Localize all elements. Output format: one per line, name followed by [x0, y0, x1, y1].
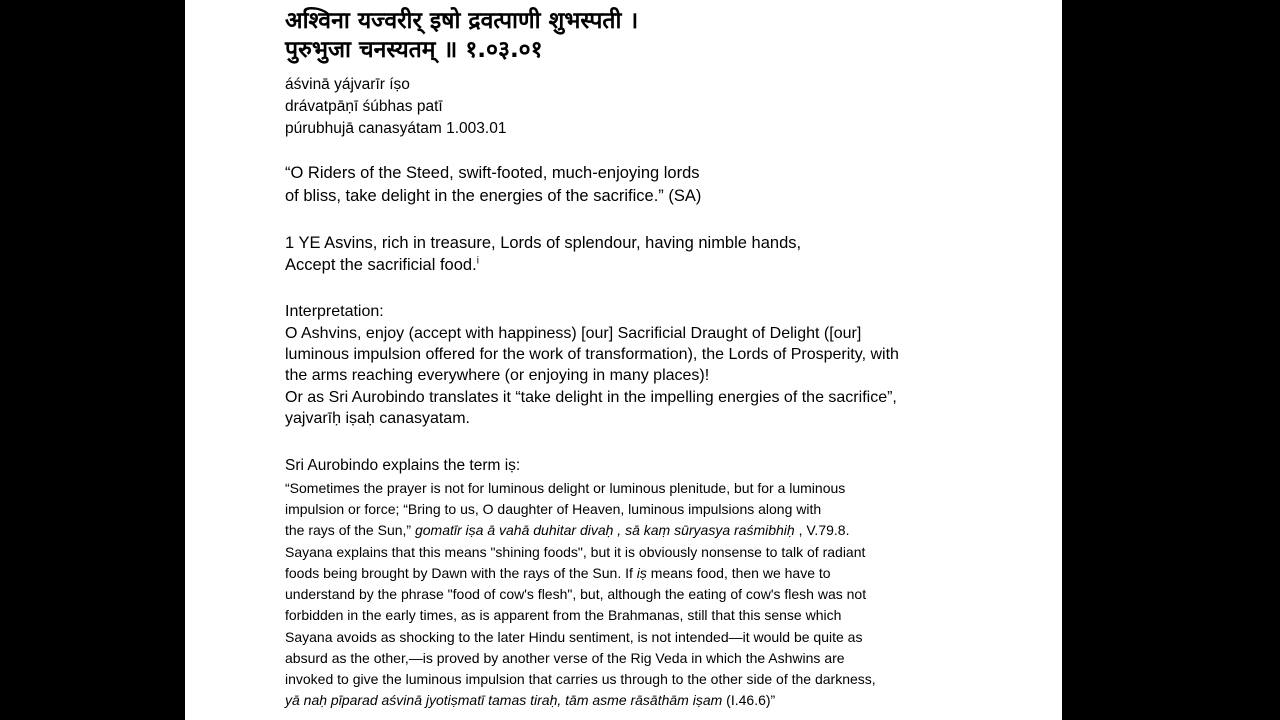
explanation-line [285, 648, 985, 669]
griffith-translation-line-2 [285, 254, 985, 277]
explanation-text: means food, then we have to [646, 564, 831, 581]
transliteration-line: drávatpāṇī śúbhas patī [285, 98, 443, 115]
explanation-line [285, 499, 985, 520]
explanation-text: Sayana avoids as shocking to the later Hindu sentiment, is not intended—it would be quite as [285, 628, 863, 645]
sa-translation-line: of bliss, take delight in the energies of the sacrifice.” (SA) [285, 186, 702, 205]
transliteration-line: áśvinā yájvarīr íṣo [285, 76, 410, 93]
explanation-line [285, 520, 985, 541]
explanation-line [285, 563, 985, 584]
explanation-text: (I.46.6)” [722, 692, 776, 709]
explanation-text: the rays of the Sun,” [285, 522, 415, 539]
interpretation-line: luminous impulsion offered for the work of transformation), the Lords of Prosperity, with [285, 345, 899, 363]
transliteration-block [285, 74, 985, 140]
interpretation-line: Or as Sri Aurobindo translates it “take delight in the impelling energies of the sacrifice”, [285, 388, 897, 406]
explanation-line [285, 669, 985, 690]
explanation-line [285, 627, 985, 648]
interpretation-heading: Interpretation: [285, 303, 384, 321]
explanation-line [285, 605, 985, 626]
explanation-line [285, 478, 985, 499]
explanation-text: Sayana explains that this means "shining foods", but it is obviously nonsense to talk of radiant [285, 543, 866, 560]
explanation-text: invoked to give the luminous impulsion that carries us through to the other side of the darkness, [285, 671, 876, 688]
interpretation-line: O Ashvins, enjoy (accept with happiness) [our] Sacrificial Draught of Delight ([our] [285, 324, 862, 342]
letterbox-bar-right [1062, 0, 1280, 720]
explanation-sanskrit-italic: iṣ [636, 564, 647, 581]
interpretation-block [285, 301, 985, 430]
explanation-sanskrit-italic: yā naḥ pīparad aśvinā jyotiṣmatī tamas tiraḥ, tām asme rāsāthām iṣam [285, 692, 723, 709]
interpretation-line: yajvarīḥ iṣaḥ canasyatam. [285, 410, 470, 428]
explanation-heading: Sri Aurobindo explains the term iṣ: [285, 456, 521, 474]
explanation-text: forbidden in the early times, as is apparent from the Brahmanas, still that this sense which [285, 607, 842, 624]
sa-translation-block [285, 162, 985, 208]
explanation-text: , V.79.8. [794, 522, 850, 539]
footnote-marker: i [476, 255, 479, 267]
verse-devanagari-line-2: पुरुभुजा चनस्यतम् ॥ १.०३.०१ [285, 37, 543, 63]
explanation-block [285, 478, 985, 712]
explanation-sanskrit-italic: gomatīr iṣa ā vahā duhitar divaḥ , sā kaṃ sūryasya raśmibhiḥ [414, 522, 795, 539]
explanation-text: “Sometimes the prayer is not for luminous delight or luminous plenitude, but for a luminous [285, 479, 846, 496]
sa-translation-line: “O Riders of the Steed, swift-footed, much-enjoying lords [285, 164, 700, 182]
letterbox-bar-left [0, 0, 185, 720]
explanation-line [285, 584, 985, 605]
griffith-translation-line-2-text: Accept the sacrificial food. [285, 256, 477, 275]
slide-content [285, 10, 985, 712]
verse-block [285, 10, 985, 62]
slide-canvas [185, 0, 1062, 720]
explanation-text: understand by the phrase "food of cow's flesh", but, although the eating of cow's flesh was not [285, 586, 867, 603]
griffith-translation-line-1: 1 YE Asvins, rich in treasure, Lords of splendour, having nimble hands, [285, 233, 802, 252]
explanation-line [285, 542, 985, 563]
interpretation-line: the arms reaching everywhere (or enjoying in many places)! [285, 367, 710, 385]
transliteration-line: púrubhujā canasyátam 1.003.01 [285, 120, 507, 137]
explanation-text: absurd as the other,—is proved by another verse of the Rig Veda in which the Ashwins are [285, 649, 845, 666]
explanation-text: impulsion or force; “Bring to us, O daughter of Heaven, luminous impulsions along with [285, 501, 822, 518]
griffith-translation-block [285, 232, 985, 278]
verse-devanagari-line-1: अश्विना यज्वरीर् इषो द्रवत्पाणी शुभस्पती । [285, 8, 639, 34]
explanation-text: foods being brought by Dawn with the rays of the Sun. If [285, 564, 637, 581]
explanation-line [285, 690, 985, 711]
